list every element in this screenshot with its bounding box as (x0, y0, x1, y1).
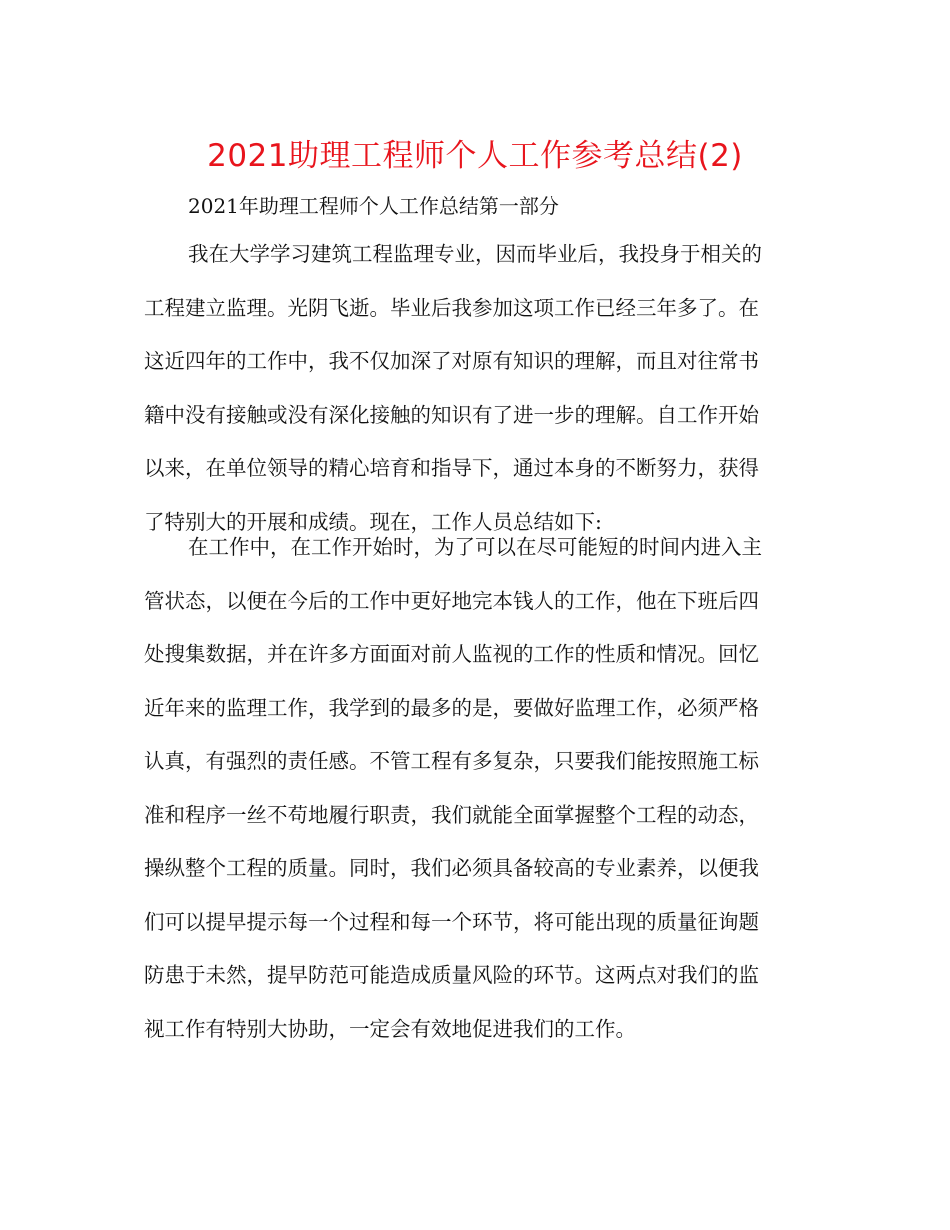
paragraph-line: 我在大学学习建筑工程监理专业，因而毕业后，我投身于相关的 (188, 242, 762, 266)
paragraph-line: 视工作有特别大协助，一定会有效地促进我们的工作。 (144, 1016, 636, 1041)
paragraph-line: 防患于未然，提早防范可能造成质量风险的环节。这两点对我们的监 (144, 963, 759, 987)
paragraph-line: 准和程序一丝不苟地履行职责，我们就能全面掌握整个工程的动态， (144, 802, 759, 827)
paragraph-line: 工程建立监理。光阴飞逝。毕业后我参加这项工作已经三年多了。在 (144, 295, 759, 320)
paragraph-line: 操纵整个工程的质量。同时，我们必须具备较高的专业素养，以便我 (144, 856, 759, 880)
document-title: 2021助理工程师个人工作参考总结(2) (207, 138, 743, 174)
paragraph-line: 以来，在单位领导的精心培育和指导下，通过本身的不断努力，获得 (144, 456, 759, 480)
paragraph-line: 这近四年的工作中，我不仅加深了对原有知识的理解，而且对往常书 (144, 349, 759, 373)
document-subtitle: 2021年助理工程师个人工作总结第一部分 (188, 194, 559, 218)
paragraph-line: 籍中没有接触或没有深化接触的知识有了进一步的理解。自工作开始 (144, 402, 759, 427)
paragraph-line: 在工作中，在工作开始时，为了可以在尽可能短的时间内进入主 (188, 535, 762, 559)
paragraph-2 (144, 521, 808, 1056)
paragraph-line: 认真，有强烈的责任感。不管工程有多复杂，只要我们能按照施工标 (144, 749, 759, 773)
paragraph-line: 近年来的监理工作，我学到的最多的是，要做好监理工作，必须严格 (144, 695, 759, 720)
paragraph-line: 处搜集数据，并在许多方面面对前人监视的工作的性质和情况。回忆 (144, 642, 759, 666)
paragraph-line: 了特别大的开展和成绩。现在，工作人员总结如下: (144, 509, 602, 534)
paragraph-line: 管状态，以便在今后的工作中更好地完本钱人的工作，他在下班后四 (144, 588, 759, 613)
paragraph-1 (144, 228, 808, 549)
paragraph-line: 们可以提早提示每一个过程和每一个环节，将可能出现的质量征询题 (144, 909, 759, 934)
